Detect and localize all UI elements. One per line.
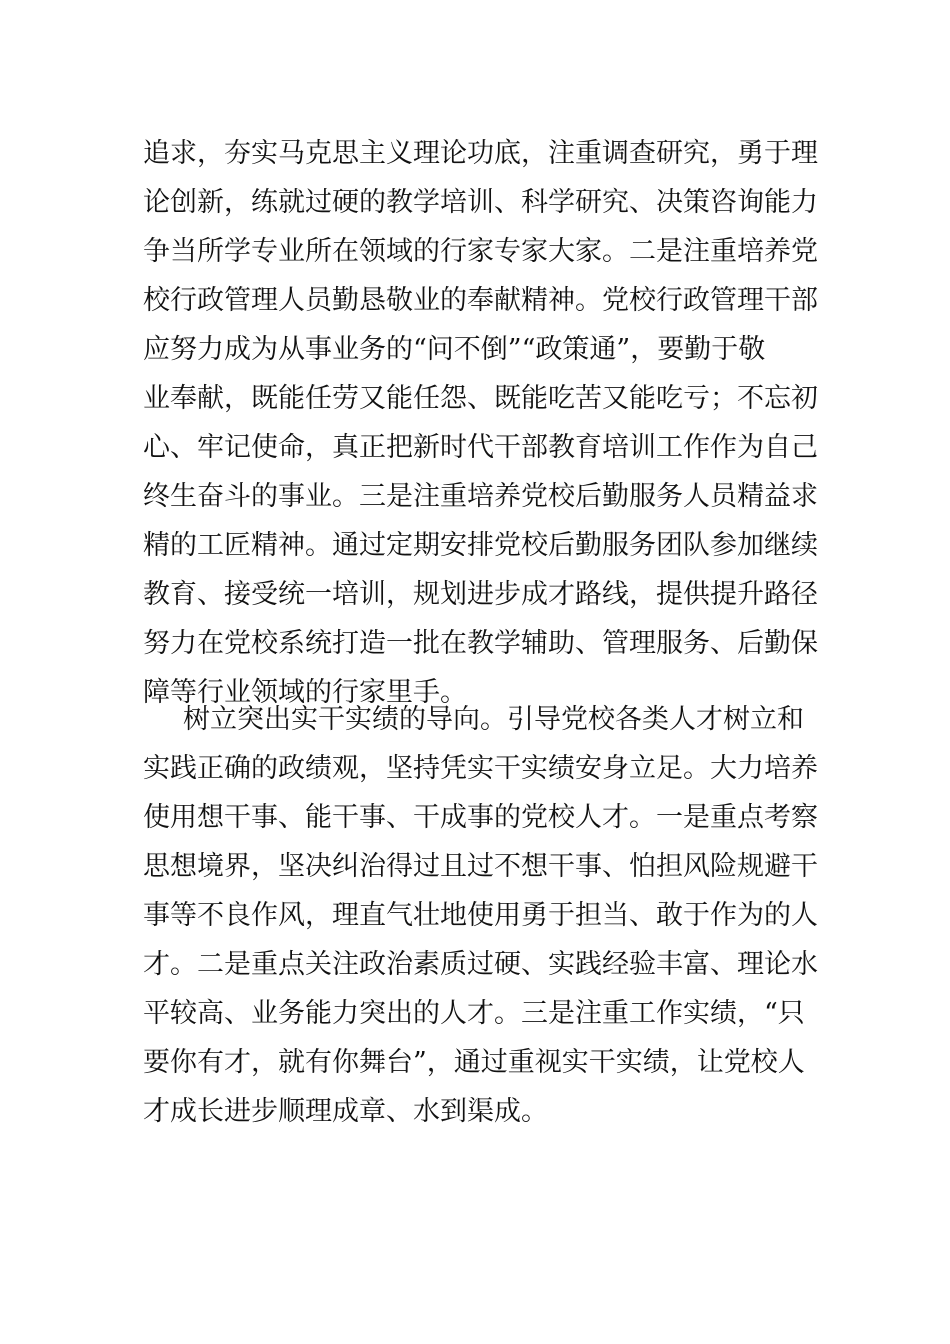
paragraph-2-line: 思想境界，坚决纠治得过且过不想干事、怕担风险规避干 (143, 851, 818, 882)
paragraph-2-line: 实践正确的政绩观，坚持凭实干实绩安身立足。大力培养 (143, 753, 818, 784)
paragraph-1-line: 障等行业领域的行家里手。 (143, 677, 467, 708)
paragraph-1-line: 追求，夯实马克思主义理论功底，注重调查研究，勇于理 (143, 138, 818, 169)
paragraph-2-line: 才成长进步顺理成章、水到渠成。 (143, 1096, 548, 1127)
paragraph-2-line: 事等不良作风，理直气壮地使用勇于担当、敢于作为的人 (143, 900, 818, 931)
paragraph-1 (143, 129, 818, 717)
paragraph-2-line: 树立突出实干实绩的导向。引导党校各类人才树立和 (183, 704, 804, 735)
paragraph-2-line: 平较高、业务能力突出的人才。三是注重工作实绩，“只 (143, 998, 805, 1029)
paragraph-1-line: 应努力成为从事业务的“问不倒”“政策通”，要勤于敬 (143, 334, 766, 365)
paragraph-1-line: 精的工匠精神。通过定期安排党校后勤服务团队参加继续 (143, 530, 818, 561)
paragraph-1-line: 终生奋斗的事业。三是注重培养党校后勤服务人员精益求 (143, 481, 818, 512)
paragraph-2-line: 才。二是重点关注政治素质过硬、实践经验丰富、理论水 (143, 949, 818, 980)
paragraph-1-line: 校行政管理人员勤恳敬业的奉献精神。党校行政管理干部 (143, 285, 818, 316)
paragraph-1-line: 心、牢记使命，真正把新时代干部教育培训工作作为自己 (143, 432, 818, 463)
paragraph-1-line: 论创新，练就过硬的教学培训、科学研究、决策咨询能力 (143, 187, 818, 218)
paragraph-2-line: 使用想干事、能干事、干成事的党校人才。一是重点考察 (143, 802, 818, 833)
paragraph-2 (143, 695, 818, 1136)
paragraph-1-line: 努力在党校系统打造一批在教学辅助、管理服务、后勤保 (143, 628, 818, 659)
paragraph-1-line: 业奉献，既能任劳又能任怨、既能吃苦又能吃亏；不忘初 (143, 383, 818, 414)
paragraph-1-line: 争当所学专业所在领域的行家专家大家。二是注重培养党 (143, 236, 818, 267)
paragraph-1-line: 教育、接受统一培训，规划进步成才路线，提供提升路径 (143, 579, 818, 610)
paragraph-2-line: 要你有才，就有你舞台”，通过重视实干实绩，让党校人 (143, 1047, 805, 1078)
